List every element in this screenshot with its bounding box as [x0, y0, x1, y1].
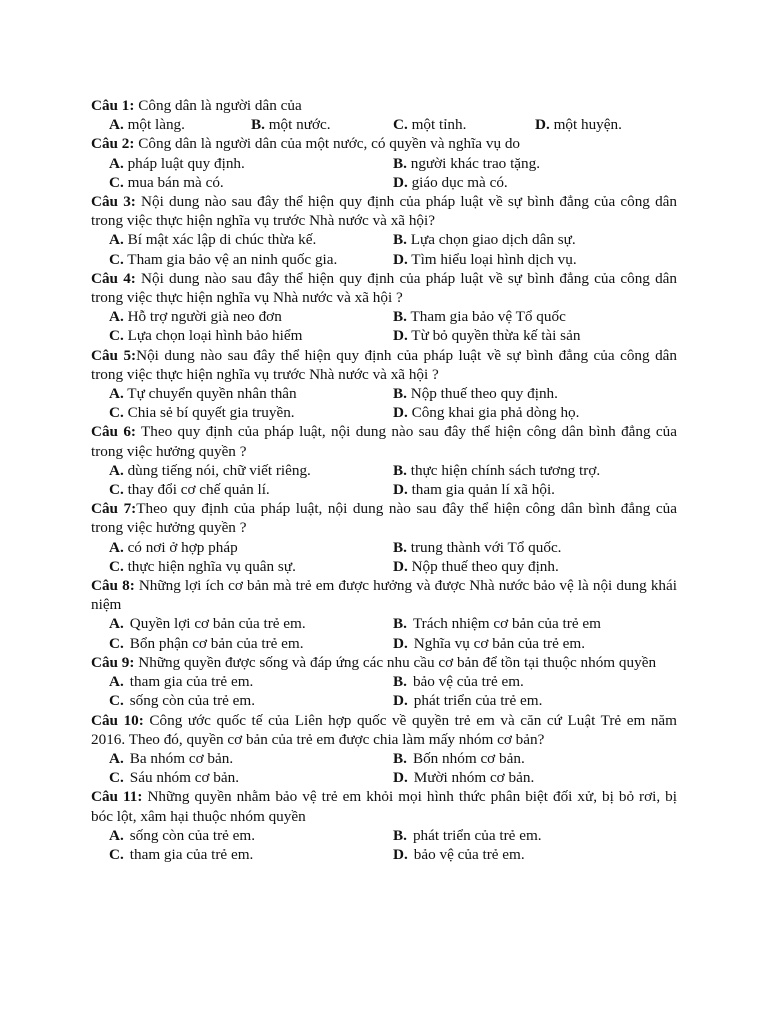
- option-text: Hỗ trợ người già neo đơn: [123, 308, 282, 326]
- answer-options: [91, 749, 677, 787]
- answer-option-c: [109, 480, 393, 499]
- option-letter: C.: [109, 404, 124, 422]
- option-letter: A.: [109, 538, 124, 556]
- option-text: Tham gia bảo vệ Tổ quốc: [406, 308, 566, 326]
- option-text: Trách nhiệm cơ bản của trẻ em: [412, 615, 601, 633]
- option-letter: A.: [109, 231, 124, 249]
- answer-option-d: [535, 115, 677, 134]
- answer-option-d: [393, 173, 677, 192]
- option-text: một huyện.: [549, 116, 622, 134]
- option-text: Nộp thuế theo quy định.: [406, 385, 558, 403]
- option-text: tham gia của trẻ em.: [129, 673, 254, 691]
- option-text: Tham gia bảo vệ an ninh quốc gia.: [123, 250, 338, 268]
- option-text: tham gia quản lí xã hội.: [407, 481, 555, 499]
- option-letter: C.: [109, 250, 124, 268]
- option-letter: D.: [535, 116, 550, 134]
- option-text: Nghĩa vụ cơ bản của trẻ em.: [413, 634, 585, 652]
- option-letter: B.: [393, 385, 407, 403]
- option-text: tham gia của trẻ em.: [129, 845, 254, 863]
- option-text: một nước.: [264, 116, 331, 134]
- question-stem: Công dân là người dân của một nước, có quyền và nghĩa vụ do: [134, 135, 521, 153]
- option-letter: D.: [393, 327, 408, 345]
- option-text: một làng.: [123, 116, 185, 134]
- question-stem: Những quyền được sống và đáp ứng các nhu cầu cơ bản để tồn tại thuộc nhóm quyền: [134, 653, 657, 671]
- option-text: Từ bỏ quyền thừa kế tài sản: [407, 327, 581, 345]
- question-stem: Theo quy định của pháp luật, nội dung nào sau đây thể hiện công dân bình đẳng của trong việc hưởng quyền ?: [91, 423, 677, 460]
- answer-option-b: [393, 230, 677, 249]
- answer-option-c: [109, 403, 393, 422]
- question-text: [91, 269, 677, 307]
- answer-option-a: [109, 461, 393, 480]
- answer-option-a: [109, 115, 251, 134]
- answer-option-c: [109, 250, 393, 269]
- option-letter: A.: [109, 461, 124, 479]
- question-label: Câu 8:: [91, 577, 135, 595]
- question-3: [91, 192, 677, 269]
- option-text: giáo dục mà có.: [407, 173, 508, 191]
- answer-option-c: [109, 845, 393, 864]
- option-letter: A.: [109, 826, 124, 844]
- option-letter: B.: [393, 673, 407, 691]
- answer-option-c: [109, 768, 393, 787]
- answer-option-d: [393, 480, 677, 499]
- question-label: Câu 4:: [91, 269, 136, 287]
- question-10: [91, 711, 677, 788]
- option-text: có nơi ở hợp pháp: [123, 538, 238, 556]
- question-label: Câu 7:: [91, 500, 137, 518]
- option-letter: A.: [109, 116, 124, 134]
- option-text: Chia sẻ bí quyết gia truyền.: [123, 404, 295, 422]
- option-letter: B.: [393, 538, 407, 556]
- option-text: Lựa chọn giao dịch dân sự.: [406, 231, 576, 249]
- option-letter: A.: [109, 673, 124, 691]
- option-letter: C.: [109, 769, 124, 787]
- option-letter: D.: [393, 845, 408, 863]
- option-letter: A.: [109, 385, 124, 403]
- question-4: [91, 269, 677, 346]
- question-5: [91, 346, 677, 423]
- answer-option-c: [109, 173, 393, 192]
- option-letter: D.: [393, 481, 408, 499]
- option-letter: C.: [109, 845, 124, 863]
- answer-option-d: [393, 845, 677, 864]
- question-stem: Theo quy định của pháp luật, nội dung nào sau đây thể hiện công dân bình đẳng của trong việc hưởng quyền ?: [91, 500, 677, 537]
- question-label: Câu 1:: [91, 97, 135, 114]
- option-letter: C.: [109, 327, 124, 345]
- question-2: [91, 134, 677, 192]
- question-label: Câu 10:: [91, 711, 144, 729]
- option-text: bảo vệ của trẻ em.: [413, 845, 525, 863]
- answer-option-b: [393, 154, 677, 173]
- question-label: Câu 11:: [91, 788, 143, 806]
- option-letter: B.: [393, 826, 407, 844]
- answer-options: [91, 826, 677, 864]
- answer-option-a: [109, 826, 393, 845]
- question-7: [91, 499, 677, 576]
- question-label: Câu 5:: [91, 346, 137, 364]
- option-text: thực hiện nghĩa vụ quân sự.: [123, 557, 296, 575]
- answer-options: [91, 538, 677, 576]
- answer-options: [91, 115, 677, 134]
- option-text: Tìm hiểu loại hình dịch vụ.: [407, 250, 577, 268]
- question-stem: Nội dung nào sau đây thể hiện quy định của pháp luật về sự bình đẳng của công dân trong việc thực hiện nghĩa vụ Nhà nước và xã hội ?: [91, 269, 678, 307]
- option-text: người khác trao tặng.: [406, 154, 541, 172]
- question-text: [91, 346, 677, 384]
- answer-option-d: [393, 250, 677, 269]
- question-text: [91, 96, 677, 115]
- answer-option-a: [109, 672, 393, 691]
- option-text: Nộp thuế theo quy định.: [407, 557, 559, 575]
- answer-option-d: [393, 768, 677, 787]
- answer-option-b: [393, 614, 677, 633]
- answer-option-b: [393, 307, 677, 326]
- answer-option-c: [109, 691, 393, 710]
- answer-option-a: [109, 614, 393, 633]
- answer-option-a: [109, 538, 393, 557]
- answer-option-d: [393, 691, 677, 710]
- question-stem: Công dân là người dân của: [134, 97, 302, 114]
- question-text: [91, 653, 677, 672]
- question-text: [91, 134, 677, 153]
- answer-option-a: [109, 230, 393, 249]
- answer-option-d: [393, 634, 677, 653]
- question-8: [91, 576, 677, 653]
- question-11: [91, 787, 677, 864]
- option-text: trung thành với Tổ quốc.: [406, 538, 562, 556]
- option-letter: B.: [393, 231, 407, 249]
- option-text: Bí mật xác lập di chúc thừa kế.: [123, 231, 317, 249]
- option-text: mua bán mà có.: [123, 173, 224, 191]
- answer-option-d: [393, 326, 677, 345]
- option-text: thay đổi cơ chế quản lí.: [123, 481, 270, 499]
- question-stem: Những lợi ích cơ bản mà trẻ em được hưởng và được Nhà nước bảo vệ là nội dung khái niệm: [91, 577, 677, 614]
- option-text: thực hiện chính sách tương trợ.: [406, 461, 601, 479]
- answer-options: [91, 154, 677, 192]
- option-letter: D.: [393, 692, 408, 710]
- option-text: Mười nhóm cơ bản.: [413, 769, 535, 787]
- answer-option-b: [251, 115, 393, 134]
- question-list: [91, 96, 677, 864]
- option-letter: C.: [109, 634, 124, 652]
- option-letter: B.: [393, 308, 407, 326]
- answer-options: [91, 230, 677, 268]
- answer-option-b: [393, 826, 677, 845]
- option-text: dùng tiếng nói, chữ viết riêng.: [123, 461, 311, 479]
- question-label: Câu 2:: [91, 135, 135, 153]
- option-text: Bổn phận cơ bản của trẻ em.: [129, 634, 304, 652]
- option-text: pháp luật quy định.: [123, 154, 245, 172]
- option-text: phát triển của trẻ em.: [413, 692, 543, 710]
- answer-option-c: [109, 557, 393, 576]
- option-letter: C.: [393, 116, 408, 134]
- answer-option-a: [109, 154, 393, 173]
- option-letter: C.: [109, 692, 124, 710]
- question-9: [91, 653, 677, 711]
- option-text: phát triển của trẻ em.: [412, 826, 542, 844]
- option-letter: D.: [393, 404, 408, 422]
- option-text: bảo vệ của trẻ em.: [412, 673, 524, 691]
- answer-option-c: [109, 634, 393, 653]
- answer-option-b: [393, 384, 677, 403]
- question-6: [91, 422, 677, 499]
- question-stem: Nội dung nào sau đây thể hiện quy định của pháp luật về sự bình đẳng của công dân trong việc thực hiện nghĩa vụ trước Nhà nước và xã hội ?: [91, 346, 677, 383]
- option-letter: B.: [393, 749, 407, 767]
- option-letter: D.: [393, 557, 408, 575]
- question-1: [91, 96, 677, 134]
- answer-option-b: [393, 538, 677, 557]
- option-text: sống còn của trẻ em.: [129, 692, 256, 710]
- option-letter: D.: [393, 173, 408, 191]
- question-text: [91, 422, 677, 460]
- answer-option-b: [393, 461, 677, 480]
- question-text: [91, 499, 677, 537]
- option-letter: C.: [109, 557, 124, 575]
- answer-option-c: [109, 326, 393, 345]
- option-letter: A.: [109, 308, 124, 326]
- option-text: Ba nhóm cơ bản.: [129, 749, 234, 767]
- option-letter: B.: [251, 116, 265, 134]
- question-text: [91, 192, 677, 230]
- option-letter: A.: [109, 749, 124, 767]
- answer-options: [91, 614, 677, 652]
- option-letter: B.: [393, 615, 407, 633]
- question-stem: Công ước quốc tế của Liên hợp quốc về quyền trẻ em và căn cứ Luật Trẻ em năm 2016. Theo đó, quyền cơ bản của trẻ em được chia làm mấy nhóm cơ bản?: [91, 711, 677, 748]
- question-label: Câu 6:: [91, 423, 136, 441]
- option-text: Lựa chọn loại hình bảo hiểm: [123, 327, 303, 345]
- option-text: Sáu nhóm cơ bản.: [129, 769, 240, 787]
- option-letter: B.: [393, 461, 407, 479]
- option-letter: C.: [109, 481, 124, 499]
- option-text: một tỉnh.: [407, 116, 467, 134]
- answer-option-b: [393, 672, 677, 691]
- answer-option-a: [109, 749, 393, 768]
- option-text: Tự chuyển quyền nhân thân: [123, 385, 297, 403]
- answer-option-d: [393, 557, 677, 576]
- option-text: Quyền lợi cơ bản của trẻ em.: [129, 615, 306, 633]
- option-letter: A.: [109, 154, 124, 172]
- option-text: Bốn nhóm cơ bản.: [412, 749, 525, 767]
- option-letter: B.: [393, 154, 407, 172]
- option-letter: D.: [393, 634, 408, 652]
- option-letter: D.: [393, 250, 408, 268]
- option-letter: A.: [109, 615, 124, 633]
- question-text: [91, 576, 677, 614]
- answer-option-b: [393, 749, 677, 768]
- option-letter: D.: [393, 769, 408, 787]
- question-text: [91, 711, 677, 749]
- answer-option-d: [393, 403, 677, 422]
- answer-option-c: [393, 115, 535, 134]
- question-label: Câu 9:: [91, 653, 135, 671]
- question-text: [91, 787, 677, 825]
- question-stem: Những quyền nhằm bảo vệ trẻ em khỏi mọi hình thức phân biệt đối xử, bị bỏ rơi, bị bóc lột, xâm hại thuộc nhóm quyền: [91, 788, 677, 825]
- answer-options: [91, 672, 677, 710]
- answer-options: [91, 384, 677, 422]
- option-text: Công khai gia phả dòng họ.: [407, 404, 580, 422]
- answer-option-a: [109, 307, 393, 326]
- question-label: Câu 3:: [91, 193, 136, 211]
- answer-option-a: [109, 384, 393, 403]
- question-stem: Nội dung nào sau đây thể hiện quy định của pháp luật về sự bình đẳng của công dân trong việc thực hiện nghĩa vụ trước Nhà nước và xã hội?: [91, 193, 678, 230]
- answer-options: [91, 461, 677, 499]
- answer-options: [91, 307, 677, 345]
- option-text: sống còn của trẻ em.: [129, 826, 256, 844]
- option-letter: C.: [109, 173, 124, 191]
